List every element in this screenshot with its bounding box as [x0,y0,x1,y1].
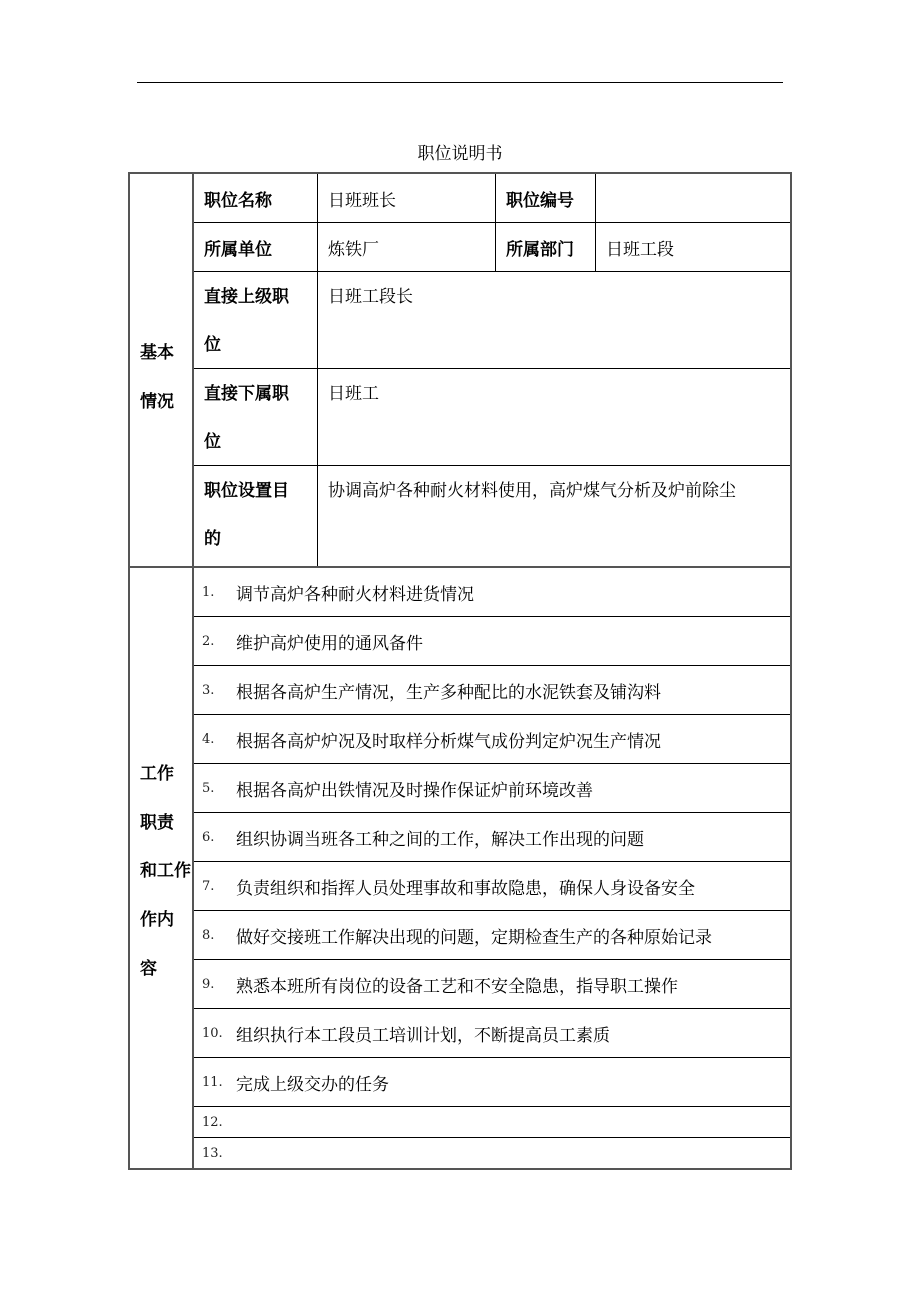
job-description-form [128,172,792,1170]
duty-item[interactable]: 13. [202,1146,223,1161]
duty-item[interactable]: 9. 熟悉本班所有岗位的设备工艺和不安全隐患，指导职工操作 [194,960,790,1009]
duty-item[interactable]: 11. 完成上级交办的任务 [194,1058,790,1107]
duty-item[interactable]: 8. 做好交接班工作解决出现的问题，定期检查生产的各种原始记录 [194,911,790,960]
department-label: 所属部门 [496,223,596,272]
unit-value[interactable]: 炼铁厂 [318,223,496,272]
purpose-label: 职位设置目 的 [194,466,318,566]
duty-item[interactable]: 12. [194,1107,790,1138]
department-value[interactable]: 日班工段 [596,223,790,272]
duty-item[interactable]: 3. 根据各高炉生产情况，生产多种配比的水泥铁套及铺沟料 [194,666,790,715]
position-name-value[interactable]: 日班班长 [318,174,496,223]
superior-label: 直接上级职 位 [194,272,318,369]
duty-item[interactable]: 2. 维护高炉使用的通风备件 [194,617,790,666]
basic-info-section-label: 基本 情况 [130,174,194,566]
subordinate-label: 直接下属职 位 [194,369,318,466]
duties-section-label: 工作 职责 和工作 作内 容 [130,568,194,1168]
header-rule [137,82,783,83]
superior-value[interactable]: 日班工段长 [318,272,790,369]
basic-info-table [194,174,790,566]
unit-label: 所属单位 [194,223,318,272]
duties-list [194,568,790,1169]
purpose-value[interactable]: 协调高炉各种耐火材料使用，高炉煤气分析及炉前除尘 [328,481,736,501]
subordinate-value[interactable]: 日班工 [318,369,790,466]
duty-item[interactable]: 1. 调节高炉各种耐火材料进货情况 [194,568,790,617]
duty-item[interactable]: 10. 组织执行本工段员工培训计划，不断提高员工素质 [194,1009,790,1058]
duty-item[interactable]: 5. 根据各高炉出铁情况及时操作保证炉前环境改善 [194,764,790,813]
duty-item[interactable]: 7. 负责组织和指挥人员处理事故和事故隐患，确保人身设备安全 [194,862,790,911]
position-code-value[interactable] [596,174,790,223]
duty-item[interactable]: 4. 根据各高炉炉况及时取样分析煤气成份判定炉况生产情况 [194,715,790,764]
position-code-label: 职位编号 [496,174,596,223]
position-name-label: 职位名称 [194,174,318,223]
duty-item[interactable]: 6. 组织协调当班各工种之间的工作，解决工作出现的问题 [194,813,790,862]
document-title: 职位说明书 [417,144,503,164]
